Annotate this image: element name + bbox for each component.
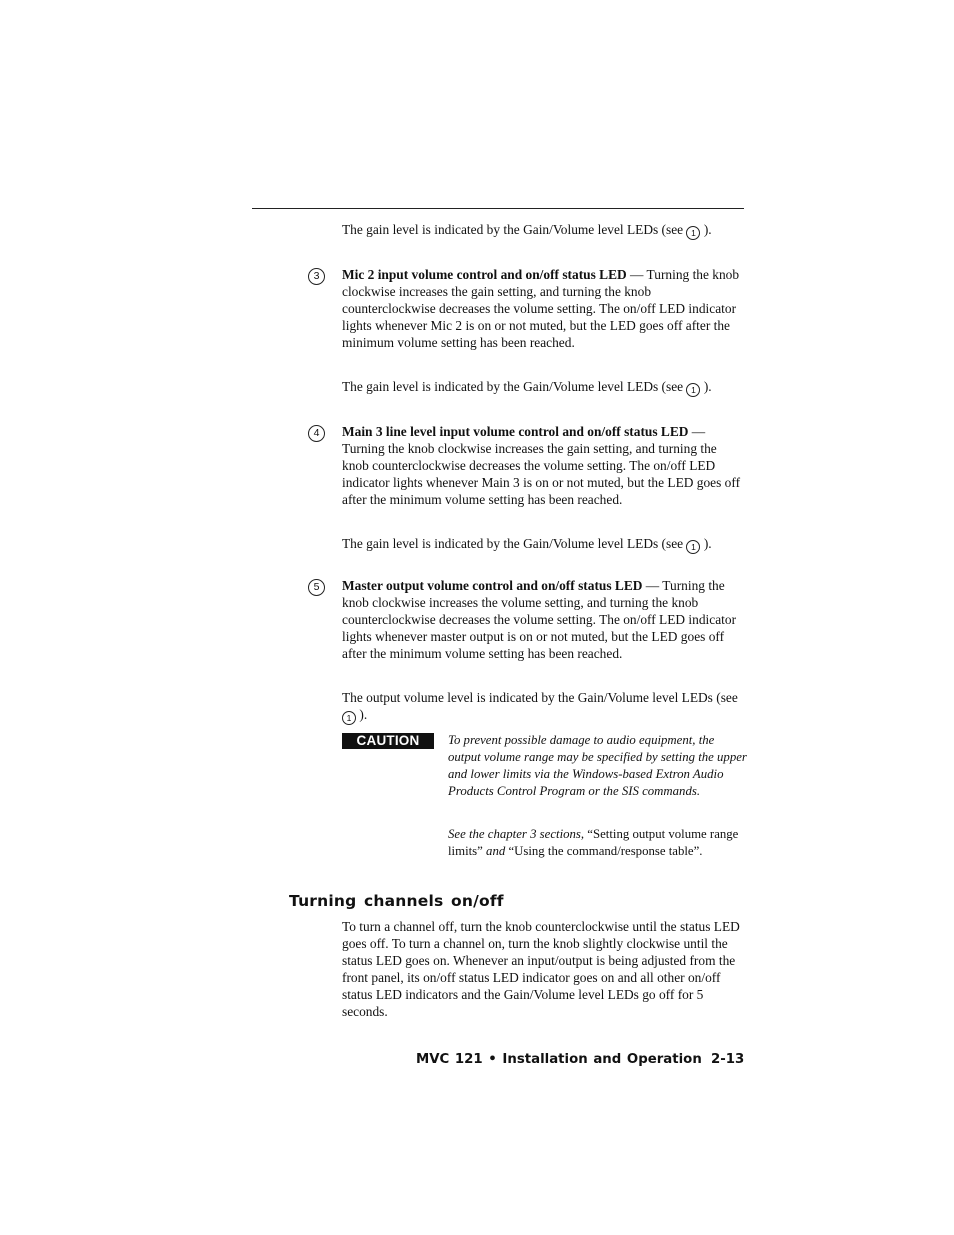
item-number-3: 3	[308, 268, 325, 285]
section-heading: Turning channels on/off	[289, 892, 504, 910]
caution-see-prefix: See the chapter 3 sections,	[448, 827, 585, 841]
caution-body: To prevent possible damage to audio equipment, the output volume range may be specified by setting the upper and lower limits via the Windows-based Extron Audio Products Control Program or the SIS commands.	[448, 733, 747, 798]
caution-see-also	[448, 826, 748, 860]
caution-see-and: and	[486, 843, 506, 858]
item-5-body: — Turning the knob clockwise increases the volume setting, and turning the knob counterclockwise decreases the volume setting. The on/off LED indicator lights whenever master output is on or not muted, but the LED goes off after the minimum volume setting has been reached.	[342, 578, 737, 661]
caution-badge: CAUTION	[342, 733, 434, 749]
intro-text: The gain level is indicated by the Gain/Volume level LEDs (see	[342, 222, 684, 237]
ref-circle-1: 1	[686, 383, 700, 397]
item-number-4: 4	[308, 425, 325, 442]
item-5-followup	[342, 690, 746, 725]
item-3-paragraph	[342, 267, 746, 352]
intro-paragraph	[342, 222, 746, 240]
item-3-title: Mic 2 input volume control and on/off status LED	[342, 267, 627, 282]
intro-close: ).	[703, 222, 712, 237]
item-4-followup-close: ).	[703, 536, 712, 551]
item-number-5: 5	[308, 579, 325, 596]
item-4-followup-text: The gain level is indicated by the Gain/Volume level LEDs (see	[342, 536, 684, 551]
page-number: 2-13	[711, 1052, 745, 1067]
item-3-followup-close: ).	[703, 379, 712, 394]
item-3-followup-text: The gain level is indicated by the Gain/Volume level LEDs (see	[342, 379, 684, 394]
item-5-title: Master output volume control and on/off status LED	[342, 578, 643, 593]
section-body: To turn a channel off, turn the knob counterclockwise until the status LED goes off. To turn a channel on, turn the knob slightly clockwise until the status LED goes on. Whenever an input/output is being adjusted from the front panel, its on/off status LED indicator goes on and all other on/off status LED indicators and the Gain/Volume level LEDs go off for 5 seconds.	[342, 919, 740, 1019]
item-3-body: — Turning the knob clockwise increases the gain setting, and turning the knob counterclockwise decreases the volume setting. The on/off LED indicator lights whenever Mic 2 is on or not muted, but the LED goes off after the minimum volume setting has been reached.	[342, 267, 740, 350]
ref-circle-1: 1	[342, 711, 356, 725]
caution-text	[448, 732, 748, 800]
item-3-followup	[342, 379, 746, 397]
item-4-body: — Turning the knob clockwise increases the gain setting, and turning the knob counterclockwise decreases the volume setting. The on/off LED indicator lights whenever Main 3 is on or not muted, but the LED goes off after the minimum volume setting has been reached.	[342, 424, 741, 507]
caution-see-ref1: “Setting output volume range limits”	[448, 827, 739, 858]
item-4-followup	[342, 536, 746, 554]
caution-see-ref2: “Using the command/response table”.	[505, 843, 703, 858]
item-5-followup-text: The output volume level is indicated by the Gain/Volume level LEDs (see	[342, 690, 738, 705]
item-4-paragraph	[342, 424, 746, 509]
ref-circle-1: 1	[686, 226, 700, 240]
ref-circle-1: 1	[686, 540, 700, 554]
item-5-paragraph	[342, 578, 746, 663]
footer-title: MVC 121 • Installation and Operation	[416, 1052, 702, 1067]
item-5-followup-close: ).	[359, 706, 368, 722]
header-rule	[252, 208, 744, 209]
item-4-title: Main 3 line level input volume control and on/off status LED	[342, 424, 689, 439]
